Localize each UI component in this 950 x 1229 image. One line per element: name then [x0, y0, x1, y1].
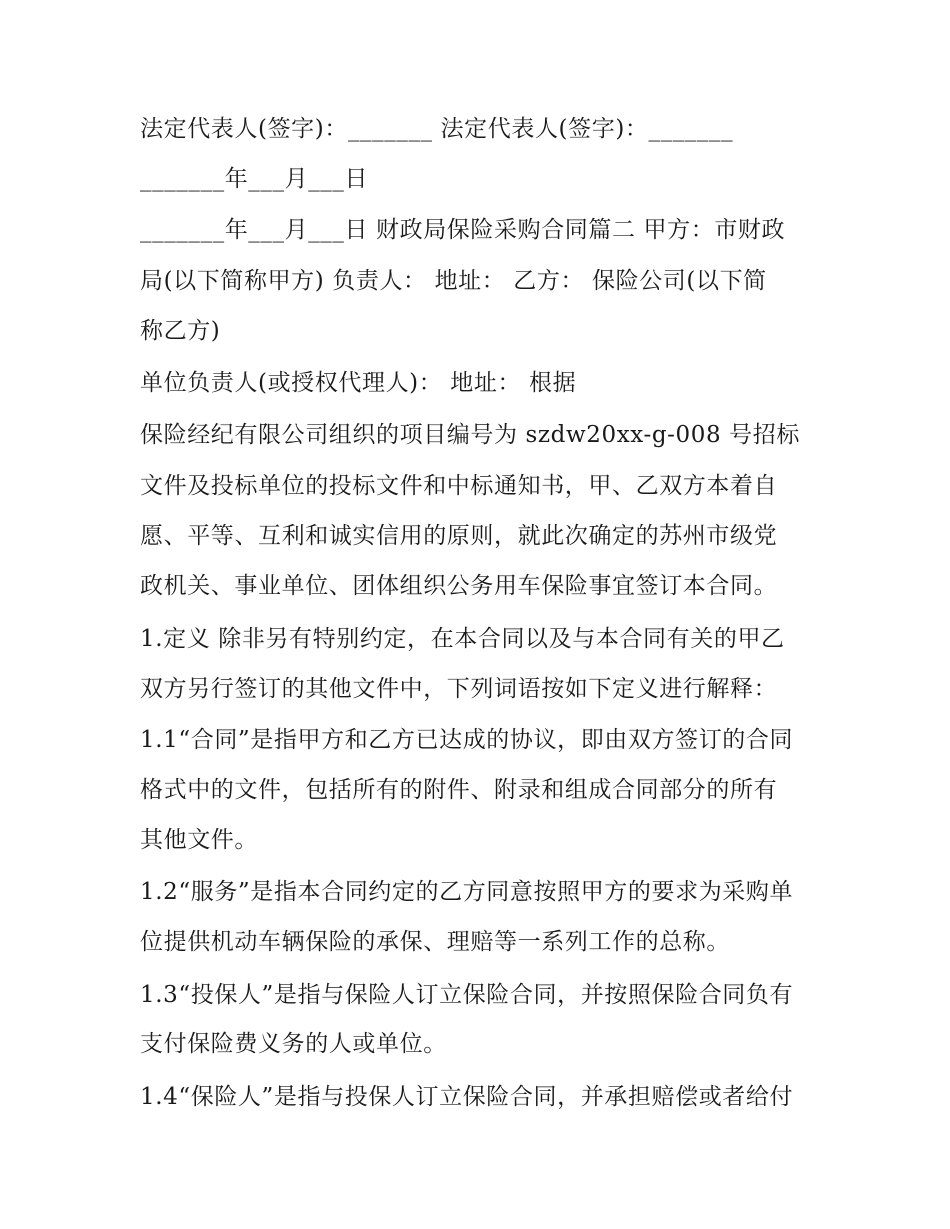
date-line: _______年___月___日: [140, 166, 369, 192]
text-line: 其他文件。: [140, 827, 258, 853]
text-line: 1.1“合同”是指甲方和乙方已达成的协议，即由双方签订的合同: [140, 727, 794, 753]
text-line: 格式中的文件，包括所有的附件、附录和组成合同部分的所有: [140, 777, 778, 803]
text-line: 1.定义 除非另有特别约定，在本合同以及与本合同有关的甲乙: [140, 626, 785, 652]
text-line: _______年___月___日 财政局保险采购合同篇二 甲方：市财政: [140, 217, 786, 243]
text-line: 1.2“服务”是指本合同约定的乙方同意按照甲方的要求为采购单: [140, 879, 794, 905]
text-line: 文件及投标单位的投标文件和中标通知书，甲、乙双方本着自: [140, 473, 778, 499]
text-line: 政机关、事业单位、团体组织公务用车保险事宜签订本合同。: [140, 573, 778, 599]
text-line: 保险经纪有限公司组织的项目编号为 szdw20xx-g-008 号招标: [140, 422, 800, 448]
text-line: 单位负责人(或授权代理人)： 地址： 根据: [140, 370, 577, 396]
text-line: 称乙方): [140, 318, 221, 344]
text-line: 1.3“投保人”是指与保险人订立保险合同，并按照保险合同负有: [140, 982, 794, 1008]
text-line: 双方另行签订的其他文件中，下列词语按如下定义进行解释：: [140, 676, 778, 702]
text-line: 局(以下简称甲方) 负责人： 地址： 乙方： 保险公司(以下简: [140, 268, 767, 294]
text-line: 愿、平等、互利和诚实信用的原则，就此次确定的苏州市级党: [140, 523, 778, 549]
text-line: 1.4“保险人”是指与投保人订立保险合同，并承担赔偿或者给付: [140, 1084, 794, 1110]
text-line: 位提供机动车辆保险的承保、理赔等一系列工作的总称。: [140, 929, 730, 955]
text-line: 支付保险费义务的人或单位。: [140, 1031, 447, 1057]
signature-line: 法定代表人(签字)：_______ 法定代表人(签字)：_______: [140, 116, 734, 142]
